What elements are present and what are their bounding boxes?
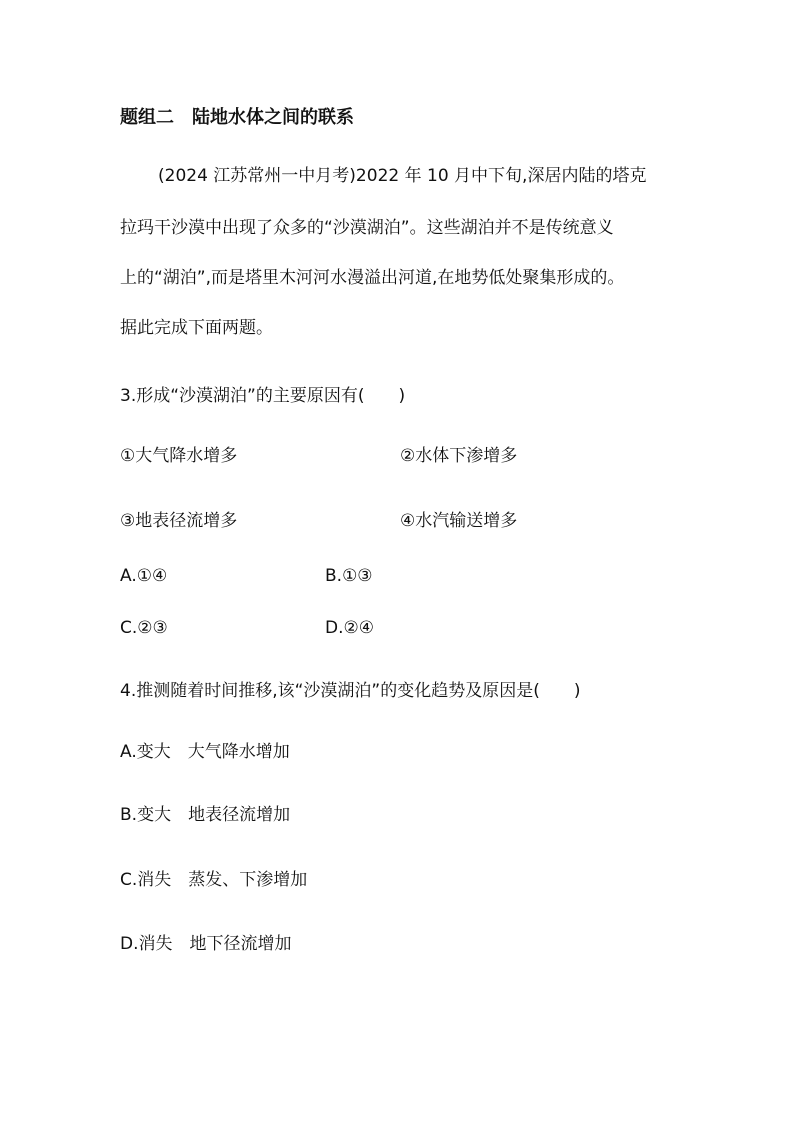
q4-choice-d[interactable]: D.消失 地下径流增加 (120, 934, 292, 954)
passage-line-2: 拉玛干沙漠中出现了众多的“沙漠湖泊”。这些湖泊并不是传统意义 (120, 218, 614, 238)
passage-line-4: 据此完成下面两题。 (120, 318, 273, 338)
question-4-stem: 4.推测随着时间推移,该“沙漠湖泊”的变化趋势及原因是( ) (120, 681, 581, 701)
question-3-stem: 3.形成“沙漠湖泊”的主要原因有( ) (120, 386, 406, 406)
q3-choice-b[interactable]: B.①③ (325, 566, 373, 586)
q3-item-1: ①大气降水增多 (120, 446, 238, 466)
passage-line-1: (2024 江苏常州一中月考)2022 年 10 月中下旬,深居内陆的塔克 (158, 166, 647, 186)
q4-choice-b[interactable]: B.变大 地表径流增加 (120, 805, 291, 825)
q3-item-4: ④水汽输送增多 (400, 511, 518, 531)
q3-item-2: ②水体下渗增多 (400, 446, 518, 466)
q3-choice-a[interactable]: A.①④ (120, 566, 168, 586)
q4-choice-c[interactable]: C.消失 蒸发、下渗增加 (120, 870, 308, 890)
q3-choice-d[interactable]: D.②④ (325, 618, 374, 638)
q4-choice-a[interactable]: A.变大 大气降水增加 (120, 742, 290, 762)
q3-item-3: ③地表径流增多 (120, 511, 238, 531)
passage-line-3: 上的“湖泊”,而是塔里木河河水漫溢出河道,在地势低处聚集形成的。 (120, 268, 625, 288)
section-title: 题组二 陆地水体之间的联系 (120, 107, 354, 128)
q3-choice-c[interactable]: C.②③ (120, 618, 168, 638)
